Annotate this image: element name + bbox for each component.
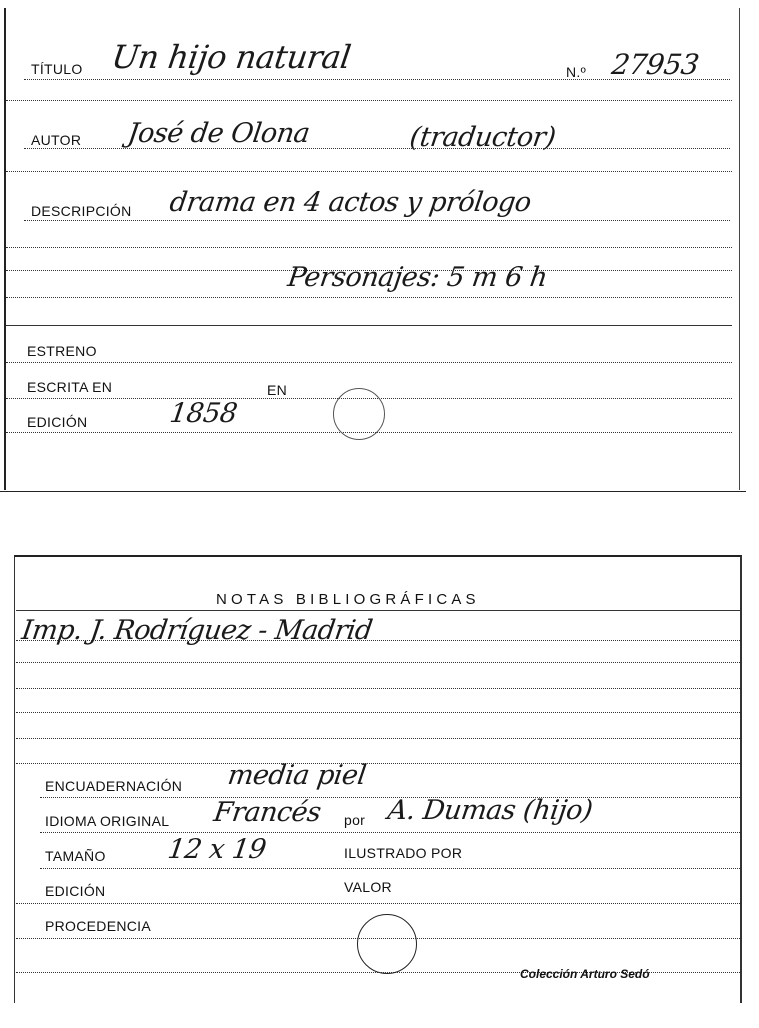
- autor-note: (traductor): [407, 122, 558, 153]
- encuadernacion-value: media piel: [225, 760, 368, 791]
- rule: [16, 688, 740, 689]
- personajes-value: Personajes: 5 m 6 h: [285, 262, 550, 293]
- encuadernacion-label: ENCUADERNACIÓN: [45, 778, 183, 794]
- rule: [6, 247, 732, 248]
- edicion-value: 1858: [167, 398, 239, 429]
- rule: [6, 325, 732, 326]
- titulo-label: TÍTULO: [31, 61, 83, 77]
- rule: [6, 100, 732, 101]
- rule: [6, 171, 732, 172]
- notas-heading: NOTAS BIBLIOGRÁFICAS: [216, 591, 480, 608]
- rule: [16, 712, 740, 713]
- escrita-en-label: ESCRITA EN: [27, 379, 113, 395]
- procedencia-label: PROCEDENCIA: [45, 918, 151, 934]
- rule: [16, 738, 740, 739]
- por-label: por: [344, 812, 366, 828]
- autor-value: José de Olona: [125, 118, 312, 149]
- notas-value: Imp. J. Rodríguez - Madrid: [19, 615, 375, 646]
- card-separator: [0, 491, 746, 492]
- collection-stamp: Colección Arturo Sedó: [520, 967, 650, 981]
- estreno-label: ESTRENO: [27, 343, 97, 359]
- titulo-value: Un hijo natural: [109, 38, 353, 76]
- edicion-bottom-label: EDICIÓN: [45, 883, 106, 899]
- rule: [16, 640, 740, 641]
- rule: [6, 297, 732, 298]
- descripcion-value: drama en 4 actos y prólogo: [167, 187, 533, 218]
- rule: [24, 220, 730, 221]
- idioma-original-value: Francés: [211, 797, 323, 828]
- edicion-label: EDICIÓN: [27, 414, 88, 430]
- rule: [40, 832, 740, 833]
- rule: [16, 763, 740, 764]
- descripcion-label: DESCRIPCIÓN: [31, 203, 132, 219]
- rule: [16, 610, 740, 611]
- ilustrado-por-label: ILUSTRADO POR: [344, 845, 463, 861]
- tamano-label: TAMAÑO: [45, 848, 106, 864]
- en-label: EN: [267, 382, 288, 398]
- rule: [16, 903, 740, 904]
- rule: [16, 662, 740, 663]
- autor-label: AUTOR: [31, 132, 82, 148]
- rule: [40, 868, 740, 869]
- numero-label: N.º: [566, 64, 587, 80]
- punch-hole: [357, 914, 417, 974]
- punch-hole: [333, 388, 385, 440]
- rule: [6, 362, 732, 363]
- por-value: A. Dumas (hijo): [385, 795, 595, 826]
- valor-label: VALOR: [344, 879, 392, 895]
- tamano-value: 12 x 19: [165, 834, 268, 865]
- numero-value: 27953: [609, 48, 701, 81]
- idioma-original-label: IDIOMA ORIGINAL: [45, 813, 170, 829]
